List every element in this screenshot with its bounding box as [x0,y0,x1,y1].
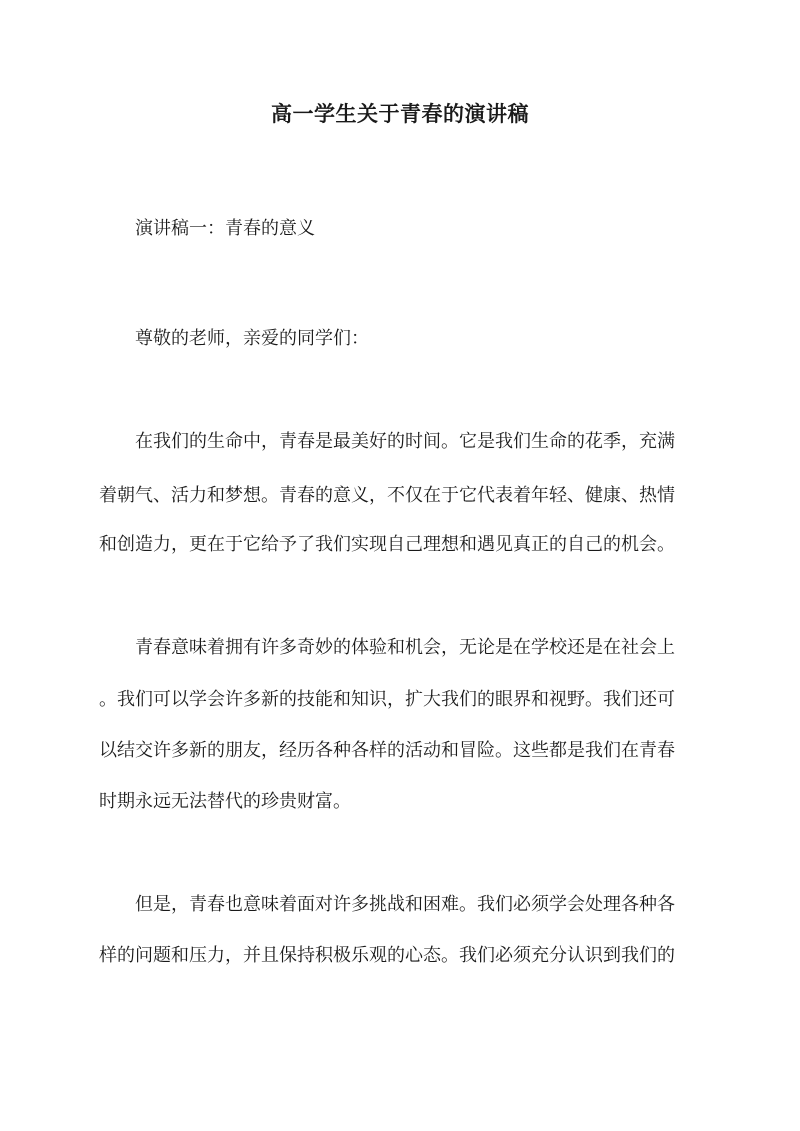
speech-subheading: 演讲稿一：青春的意义 [135,218,315,239]
paragraph-line: 。我们可以学会许多新的技能和知识，扩大我们的眼界和视野。我们还可 [99,689,675,710]
paragraph-line: 青春意味着拥有许多奇妙的体验和机会，无论是在学校还是在社会上 [135,637,675,658]
paragraph-line: 以结交许多新的朋友，经历各种各样的活动和冒险。这些都是我们在青春 [99,740,675,761]
paragraph-line: 但是，青春也意味着面对许多挑战和困难。我们必须学会处理各种各 [135,894,675,915]
document-title: 高一学生关于青春的演讲稿 [271,101,529,126]
paragraph-line: 着朝气、活力和梦想。青春的意义，不仅在于它代表着年轻、健康、热情 [99,485,675,506]
paragraph-line: 时期永远无法替代的珍贵财富。 [99,791,351,812]
salutation: 尊敬的老师，亲爱的同学们： [135,328,369,349]
paragraph-line: 在我们的生命中，青春是最美好的时间。它是我们生命的花季，充满 [135,431,675,452]
paragraph-line: 和创造力，更在于它给予了我们实现自己理想和遇见真正的自己的机会。 [99,534,675,555]
paragraph-line: 样的问题和压力，并且保持积极乐观的心态。我们必须充分认识到我们的 [99,945,675,966]
